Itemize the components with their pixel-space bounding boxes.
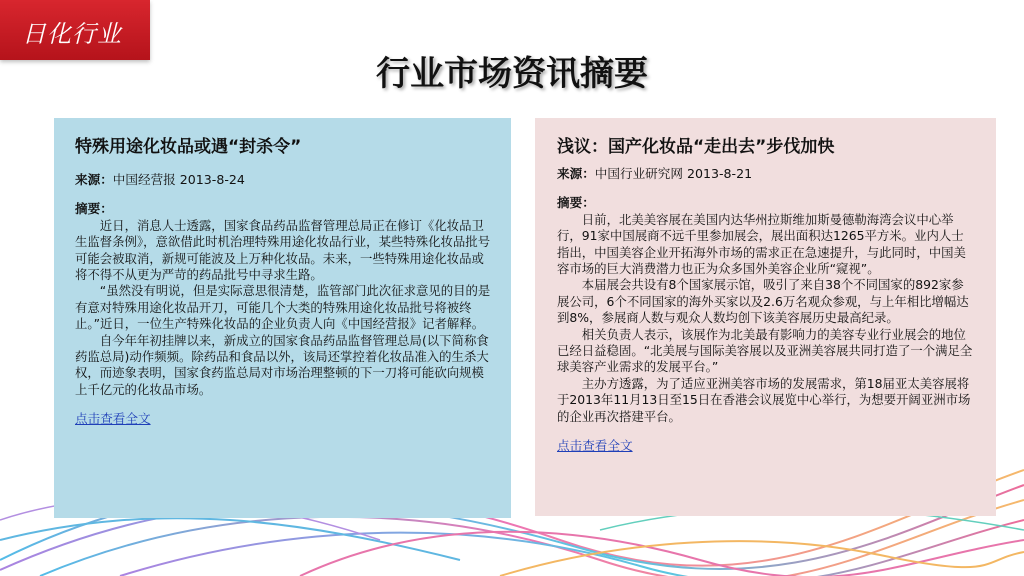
source-value: 中国经营报 2013-8-24 (112, 172, 245, 187)
source-label: 来源： (75, 172, 113, 187)
source-line (557, 166, 974, 182)
summary-label: 摘要： (75, 201, 113, 217)
summary-paragraph: 相关负责人表示，该展作为北美最有影响力的美容专业行业展会的地位已经日益稳固。“北美展与国际美容展以及亚洲美容展共同打造了一个满足全球美容产业需求的发展平台。” (557, 326, 973, 375)
summary-paragraph: “虽然没有明说，但是实际意思很清楚，监管部门此次征求意见的目的是有意对特殊用途化妆品开刀，可能几个大类的特殊用途化妆品批号将被终止。”近日，一位生产特殊化妆品的企业负责人向《中国经营报》记者解释。 (75, 283, 491, 332)
news-card-left (54, 118, 511, 518)
news-card-right (535, 118, 996, 516)
card-title: 浅议：国产化妆品“走出去”步伐加快 (557, 137, 835, 157)
summary-paragraph: 主办方透露，为了适应亚洲美容市场的发展需求，第18届亚太美容展将于2013年11月13日至15日在香港会议展览中心举行，为想要开阔亚洲市场的企业再次搭建平台。 (557, 375, 971, 424)
summary-paragraph: 日前，北美美容展在美国内达华州拉斯维加斯曼德勒海湾会议中心举行，91家中国展商不远千里参加展会，展出面积达1265平方米。业内人士指出，中国美容企业开拓海外市场的需求正在急速提升，与此同时，中国美容市场的巨大消费潜力也正为众多国外美容企业所“窥视”。 (557, 211, 966, 277)
source-label: 来源： (557, 166, 595, 181)
summary-paragraph: 自今年年初挂牌以来，新成立的国家食品药品监督管理总局(以下简称食药监总局)动作频频。除药品和食品以外，该局还掌控着化妆品准入的生杀大权，而迹象表明，国家食药监总局对市场治理整顿的下一刀将可能砍向规模上千亿元的化妆品市场。 (75, 332, 489, 397)
card-title: 特殊用途化妆品或遇“封杀令” (75, 137, 302, 157)
summary-label: 摘要： (557, 195, 595, 211)
section-tag-label: 日化行业 (22, 20, 122, 48)
read-more-link[interactable]: 点击查看全文 (557, 438, 633, 454)
read-more-link[interactable]: 点击查看全文 (75, 411, 151, 427)
summary-paragraph: 近日，消息人士透露，国家食品药品监督管理总局正在修订《化妆品卫生监督条例》，意欲借此时机治理特殊用途化妆品行业，某些特殊化妆品批号可能会被取消，新规可能波及上万种化妆品。未来，一些特殊用途化妆品或将不得不从更为严苛的药品批号中寻求生路。 (75, 217, 491, 283)
source-line (75, 172, 491, 188)
page-title: 行业市场资讯摘要 (376, 54, 648, 94)
summary-paragraph: 本届展会共设有8个国家展示馆，吸引了来自38个不同国家的892家参展公司，6个不同国家的海外买家以及2.6万名观众参观，与上年相比增幅达到8%，参展商人数与观众人数均创下该美容展历史最高纪录。 (557, 277, 969, 326)
source-value: 中国行业研究网 2013-8-21 (594, 166, 753, 181)
